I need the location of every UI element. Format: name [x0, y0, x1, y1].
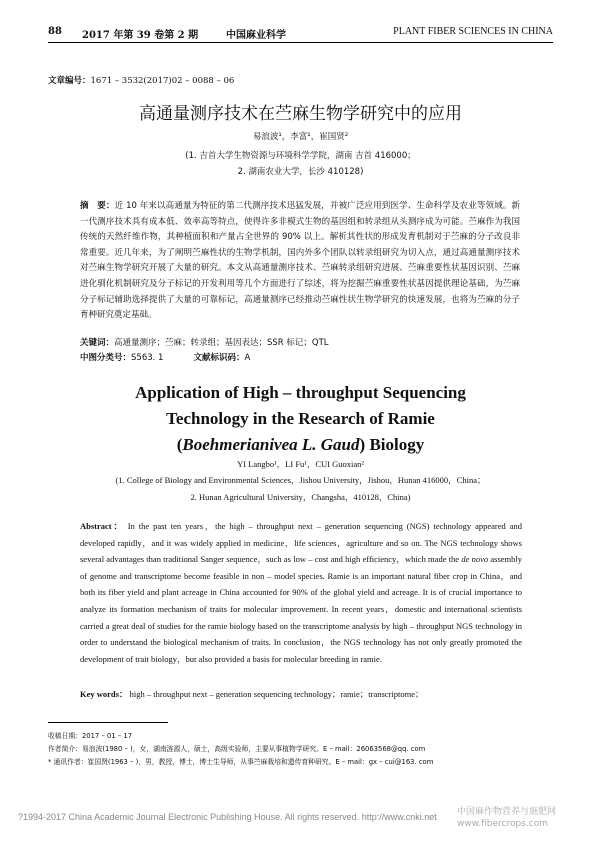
en-title — [48, 380, 553, 458]
watermark-line-2: www.fibercrops.com — [457, 819, 548, 829]
en-title-line-1: Application of High – throughput Sequencing — [135, 383, 466, 402]
clc-label: 中图分类号： — [80, 353, 132, 363]
en-title-tail: Biology — [365, 435, 425, 454]
en-abstract-text-2: assembly of genome and transcriptome become feasible in non – model species. Ramie is an important natural fiber crop in China，and both its fiber yield and plant acreage in China accounted for 90% of the global yield and acreage. It is of crucial importance to analyze its formation mechanism of traits for molecular improvement. In recent years，domestic and international scientists carried a great deal of studies for the ramie biology based on the transcriptome analysis by high – throughput NGS technology in order to understand the biological mechanism of traits. In conclusion，the NGS technology has not only greatly promoted the development of trait biology，but also provided a basis for molecular breeding in ramie. — [80, 554, 522, 664]
en-title-close-paren: ) — [359, 435, 366, 454]
en-abstract-text-1: In the past ten years，the high – throughput next – generation sequencing (NGS) technology appeared and developed rapidly，and it was widely applied in medicine，life sciences，agriculture and so on. The NGS technology shows several advantages than traditional Sanger sequence，such as low – cost and high efficiency，which made the — [80, 521, 522, 565]
article-number-value: 1671 – 3532(2017)02 – 0088 – 06 — [90, 76, 235, 86]
cn-abstract-text: 近 10 年来以高通量为特征的第二代测序技术迅猛发展，并被广泛应用到医学、生命科学及农业等领域。新一代测序技术具有成本低、效率高等特点，使得许多非模式生物的基因组和转录组从头测序成为可能。苎麻作为我国传统的天然纤维作物，其种植面积和产量占全世界的 90% 以上。解析其性状的形成发育机制对于苎麻的分子改良非常重要。近几年来，为了阐明苎麻性状的生物学机制，国内外多个团队以转录组研究为切入点，通过高通量测序技术对苎麻生物学研究开展了大量的研究。本文从高通量测序技术、苎麻转录组研究进展、苎麻重要性状基因识别、苎麻进化驯化机制研究及分子标记的开发利用等几个方面进行了综述，将为挖掘苎麻重要性状基因提供理论基础，为苎麻分子标记辅助选择提供了大量的可靠标记，高通量测序已经推动苎麻性状生物学研究的快速发展，也将为苎麻的分子育种研究奠定基础。 — [80, 201, 520, 321]
journal-name-cn: 中国麻业科学 — [226, 30, 286, 41]
cn-affiliation-2: 2. 湖南农业大学，长沙 410128) — [237, 167, 364, 177]
en-keywords-label: Key words： — [80, 689, 128, 699]
header-rule — [48, 42, 553, 43]
en-abstract — [80, 518, 522, 667]
cn-abstract — [80, 199, 520, 324]
en-affiliation-1: (1. College of Biology and Environmental Sciences，Jishou University，Jishou，Hunan 416000，China； — [115, 475, 486, 485]
en-title-open-paren: ( — [176, 435, 183, 454]
cn-title: 高通量测序技术在苎麻生物学研究中的应用 — [139, 104, 462, 124]
en-affiliation-2: 2. Hunan Agricultural University，Changsha，410128，China) — [190, 492, 411, 502]
en-authors: YI Langbo¹，LI Fu¹，CUI Guoxian² — [237, 459, 364, 469]
en-abstract-label: Abstract： — [80, 521, 124, 531]
cn-authors: 易浪波¹，李富¹，崔国贤² — [252, 132, 349, 142]
footnote-received: 收稿日期：2017 – 01 – 17 — [48, 732, 133, 740]
footnote-author-bio: 作者简介：易浪波(1980 – )，女，湖南涟源人，硕士，高级实验师，主要从事植物学研究。E – mail：26063568@qq. com — [48, 745, 426, 753]
doc-code-value: A — [244, 353, 251, 363]
watermark — [457, 806, 556, 830]
en-title-species: Boehmerianivea L. Gaud — [182, 435, 360, 454]
issue-info: 2017 年第 39 卷第 2 期 — [82, 30, 199, 41]
cn-classification — [80, 351, 520, 363]
cn-keywords-label: 关键词： — [80, 338, 115, 348]
en-abstract-de-novo: de novo — [461, 554, 489, 565]
running-header — [48, 20, 553, 42]
cn-keywords — [80, 336, 520, 348]
page-number: 88 — [48, 26, 62, 37]
article-number — [48, 74, 234, 86]
article-number-label: 文章编号： — [48, 76, 91, 86]
clc-value: S563. 1 — [131, 353, 164, 363]
cn-affiliation-1: (1. 吉首大学生物资源与环境科学学院，湖南 吉首 416000； — [185, 151, 416, 161]
footnote-rule — [48, 722, 168, 723]
copyright-notice: ?1994-2017 China Academic Journal Electronic Publishing House. All rights reserved. http://www.cnki.net — [18, 812, 437, 822]
cn-abstract-label: 摘 要： — [80, 201, 115, 211]
cn-affiliations — [48, 148, 553, 180]
en-affiliations — [48, 472, 553, 506]
journal-name-en: PLANT FIBER SCIENCES IN CHINA — [393, 26, 553, 37]
en-keywords — [80, 688, 522, 700]
watermark-line-1: 中国麻作物营养与施肥网 — [457, 807, 557, 817]
doc-code-label: 文献标识码： — [193, 353, 245, 363]
en-title-line-3 — [48, 432, 553, 458]
cn-keywords-text: 高通量测序；苎麻；转录组；基因表达；SSR 标记；QTL — [114, 338, 329, 348]
en-keywords-text: high – throughput next – generation sequencing technology；ramie；transcriptome； — [129, 689, 424, 699]
en-title-line-2: Technology in the Research of Ramie — [166, 409, 435, 428]
footnote-corresponding: * 通讯作者：崔国贤(1963 – )，男，教授，博士，博士生导师，从事苎麻栽培和遗传育种研究。E – mail：gx – cui@163. com — [48, 758, 434, 766]
